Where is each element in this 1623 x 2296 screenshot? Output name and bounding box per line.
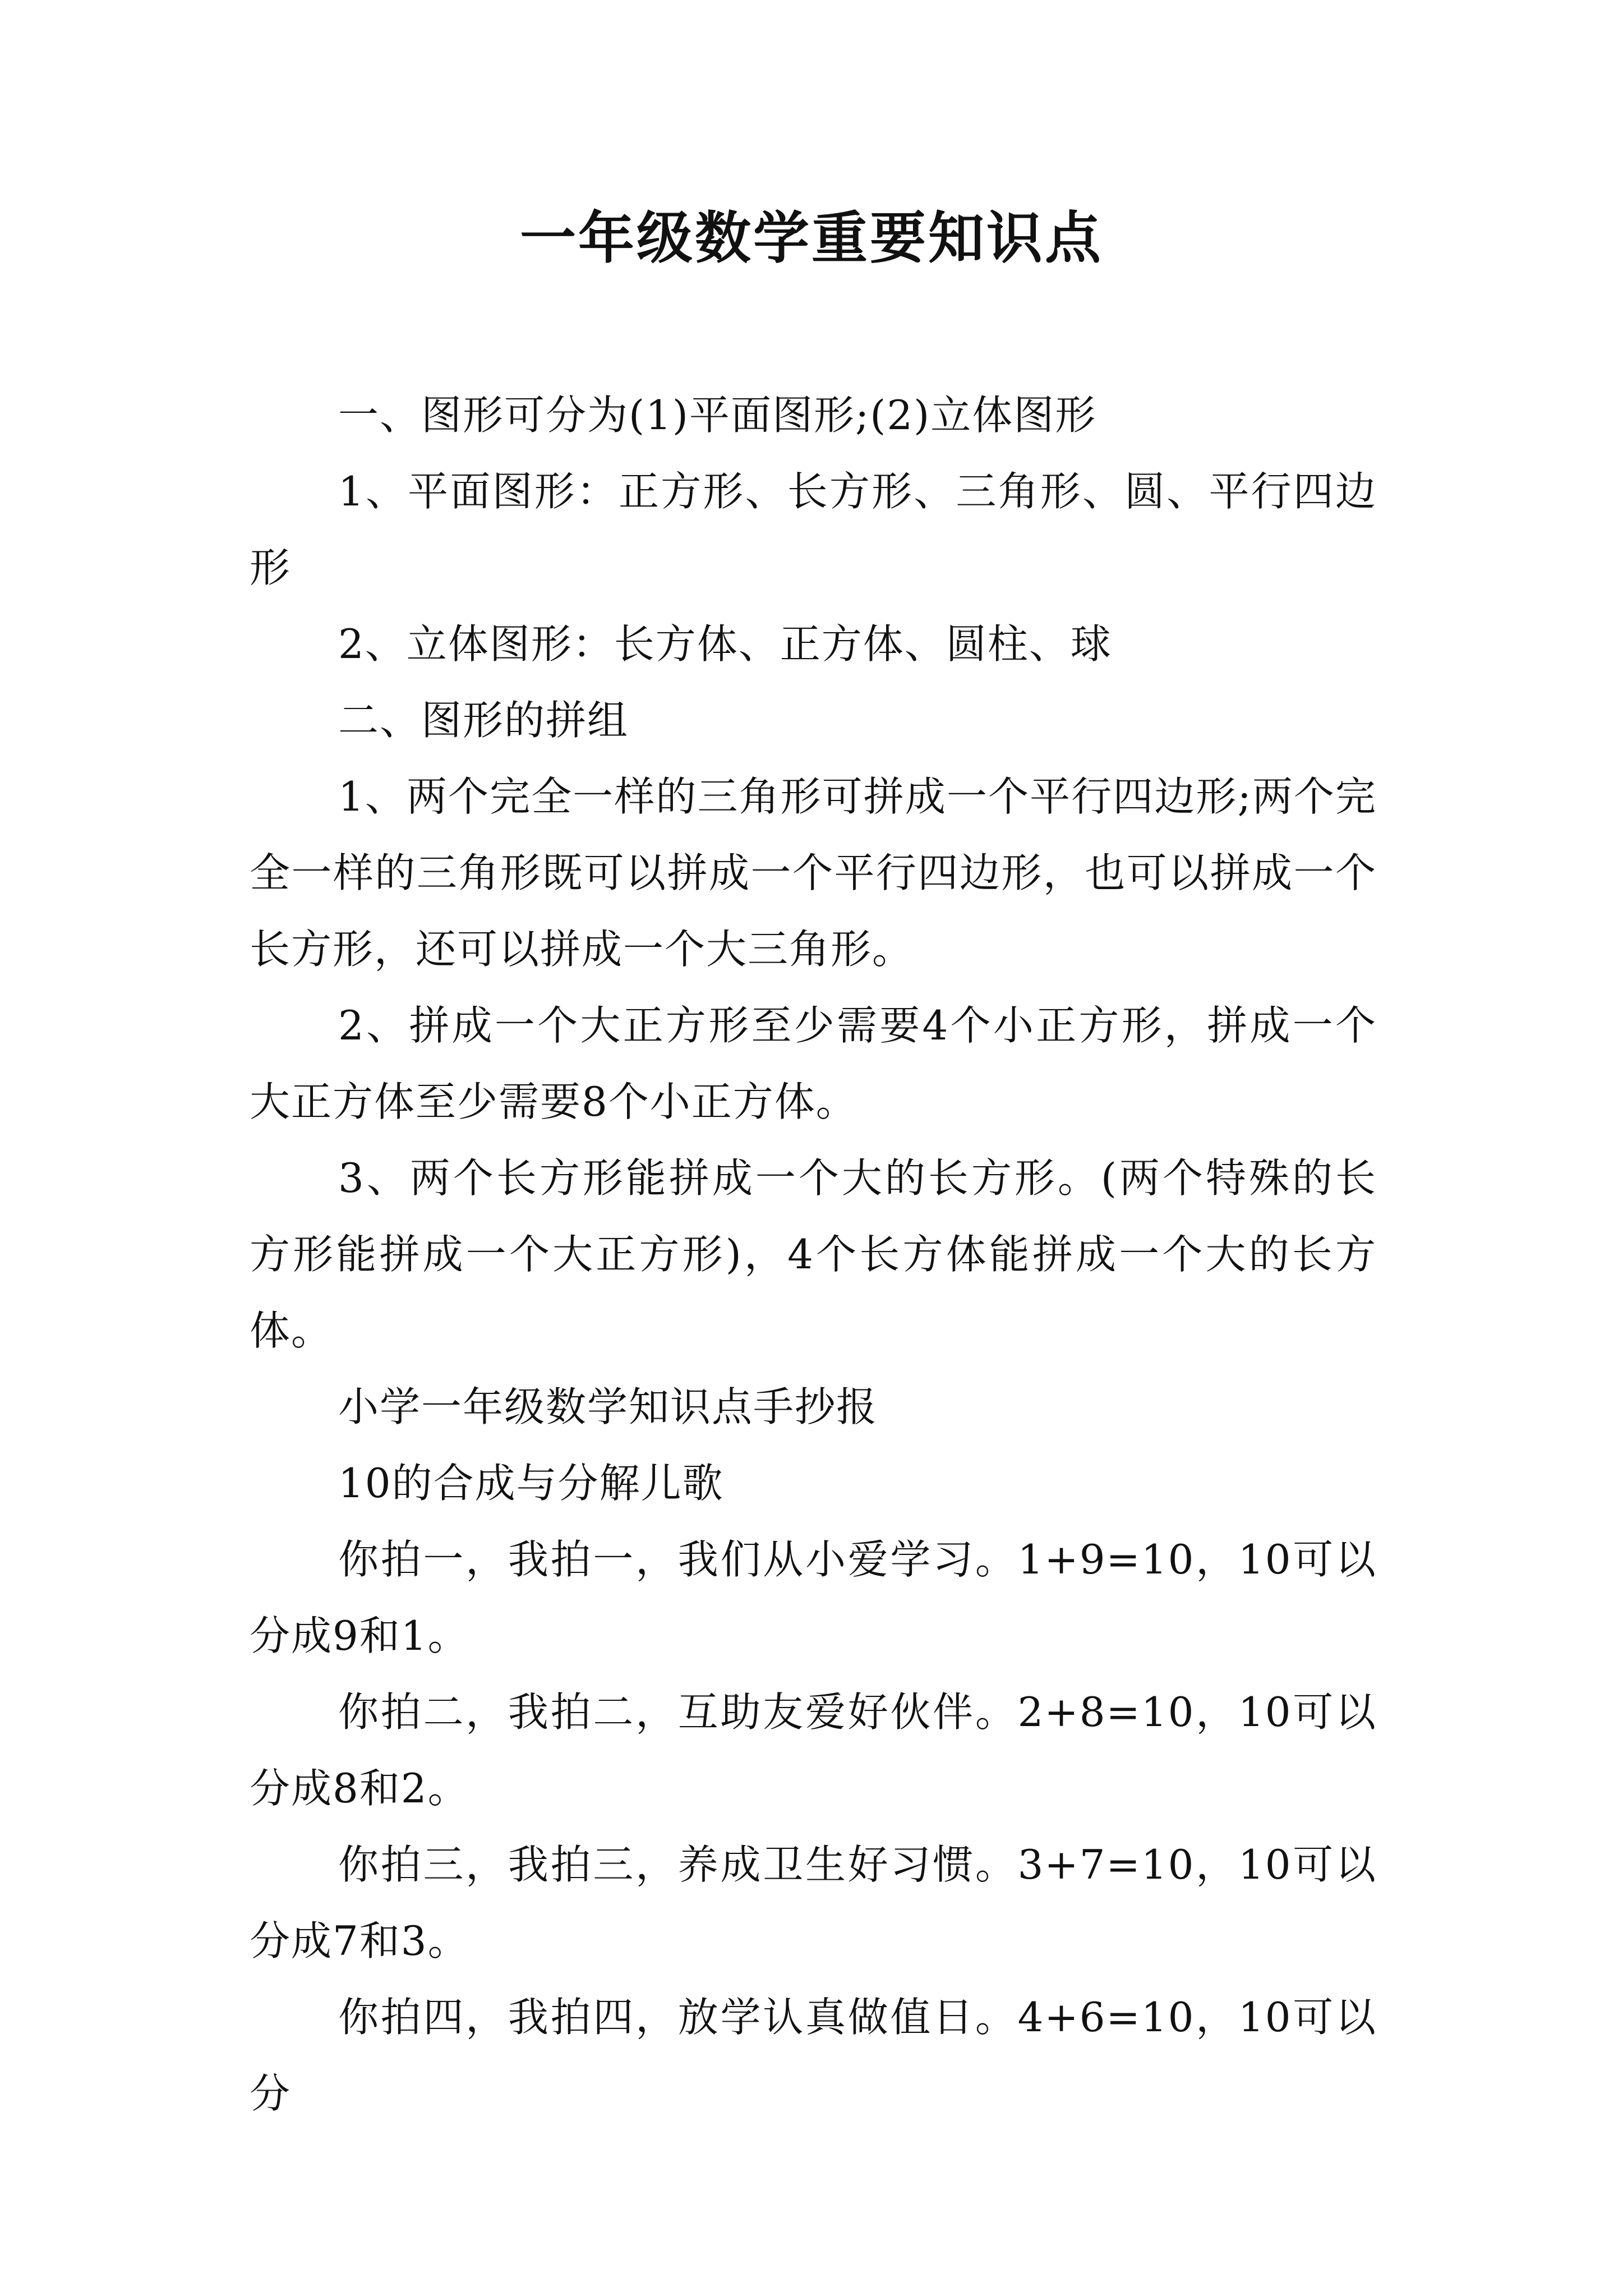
paragraph-plane-shapes: 1、平面图形：正方形、长方形、三角形、圆、平行四边形 <box>250 468 1377 591</box>
paragraph-rhyme-two: 你拍二，我拍二，互助友爱好伙伴。2+8=10，10可以分成8和2。 <box>250 1688 1377 1812</box>
document-body <box>250 377 1377 2132</box>
document-title: 一年级数学重要知识点 <box>520 205 1103 271</box>
paragraph-rhyme-heading: 10的合成与分解儿歌 <box>338 1460 724 1507</box>
paragraph-rhyme-one: 你拍一，我拍一，我们从小爱学习。1+9=10，10可以分成9和1。 <box>250 1536 1377 1659</box>
paragraph-shape-categories: 一、图形可分为(1)平面图形;(2)立体图形 <box>338 392 1097 439</box>
paragraph-rectangle-combining: 3、两个长方形能拼成一个大的长方形。(两个特殊的长方形能拼成一个大正方形)，4个长方体能拼成一个大的长方体。 <box>250 1154 1377 1354</box>
paragraph-square-combining: 2、拼成一个大正方形至少需要4个小正方形，拼成一个大正方体至少需要8个小正方体。 <box>250 1002 1377 1125</box>
paragraph-rhyme-three: 你拍三，我拍三，养成卫生好习惯。3+7=10，10可以分成7和3。 <box>250 1841 1377 1964</box>
paragraph-shape-combining-heading: 二、图形的拼组 <box>338 697 629 744</box>
paragraph-rhyme-four: 你拍四，我拍四，放学认真做值日。4+6=10，10可以分 <box>250 1994 1377 2117</box>
paragraph-solid-shapes: 2、立体图形：长方体、正方体、圆柱、球 <box>338 620 1112 668</box>
paragraph-triangle-combining: 1、两个完全一样的三角形可拼成一个平行四边形;两个完全一样的三角形既可以拼成一个平行四边形，也可以拼成一个长方形，还可以拼成一个大三角形。 <box>250 773 1377 973</box>
paragraph-poster-heading: 小学一年级数学知识点手抄报 <box>338 1383 878 1430</box>
